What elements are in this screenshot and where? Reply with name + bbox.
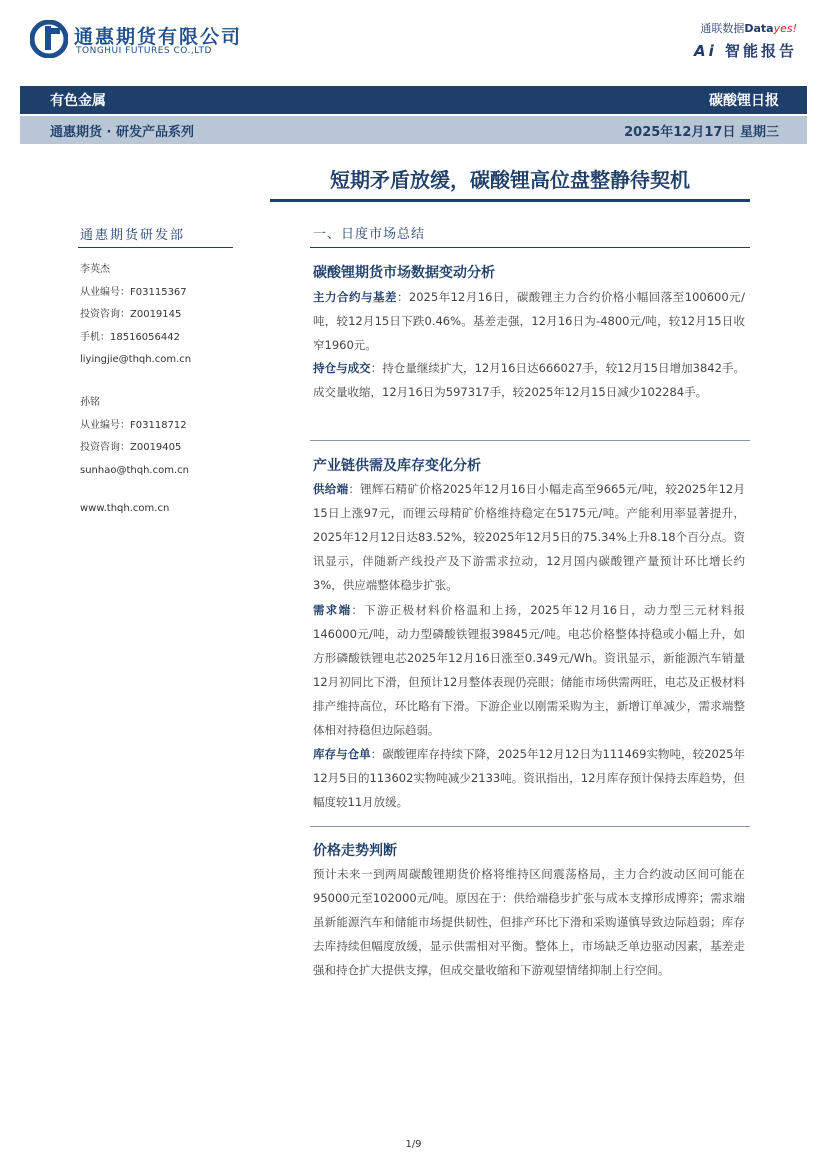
section-divider (310, 247, 750, 248)
heading-supply-demand: 产业链供需及库存变化分析 (313, 458, 481, 474)
category-bar (20, 86, 807, 114)
dept-divider (78, 247, 233, 248)
para-key: 供给端 (313, 482, 349, 496)
para-price-outlook: 预计未来一到两周碳酸锂期货价格将维持区间震荡格局，主力合约波动区间可能在95000元至102000元/吨。原因在于：供给端稳步扩张与成本支撑形成博弈；需求端虽新能源汽车和储能市场提供韧性，但排产环比下滑和采购谨慎导致边际趋弱；库存去库持续但幅度放缓，显示供需相对平衡。整体上，市场缺乏单边驱动因素，基差走强和持仓扩大提供支撑，但成交量收缩和下游观望情绪抑制上行空间。 (313, 867, 745, 977)
para-key: 需求端 (313, 603, 352, 617)
website-link[interactable]: www.thqh.com.cn (80, 503, 170, 514)
analyst-1-consult: 投资咨询：Z0019145 (80, 309, 182, 320)
para-text: ：持仓量继续扩大，12月16日达666027手，较12月15日增加3842手。成交量收缩，12月16日为597317手，较2025年12月15日减少102284手。 (313, 361, 746, 399)
para-demand (313, 598, 745, 742)
block-divider (310, 440, 750, 441)
analyst-2-email: sunhao@thqh.com.cn (80, 465, 189, 476)
datayes-logo (700, 20, 797, 36)
category-label: 有色金属 (50, 93, 106, 109)
datayes-prefix: 通联数据 (700, 22, 745, 35)
para-inventory (313, 742, 745, 814)
block-divider (310, 826, 750, 827)
para-text: ：锂辉石精矿价格2025年12月16日小幅走高至9665元/吨，较2025年12月15日上涨97元，而锂云母精矿价格维持稳定在5175元/吨。产能利用率显著提升，2025年12月12日达83.52%，较2025年12月5日的75.34%上升8.18个百分点。资讯显示，伴随新产线投产及下游需求拉动，12月国内碳酸锂产量预计环比增长约3%，供应端整体稳步扩张。 (313, 482, 746, 592)
ai-mark: Ai (693, 42, 717, 60)
analyst-1-phone: 手机：18516056442 (80, 332, 180, 343)
brand-name-en: TONGHUI FUTURES CO.,LTD (76, 46, 212, 56)
datayes-yes: yes! (773, 22, 797, 35)
para-contract-basis (313, 285, 745, 357)
ai-report-text: 智能报告 (724, 42, 797, 60)
analyst-1-email: liyingjie@thqh.com.cn (80, 354, 192, 365)
page-number: 1/9 (405, 1139, 422, 1150)
datayes-data: Data (744, 22, 774, 35)
ai-report-logo (694, 40, 797, 61)
title-divider (270, 199, 750, 202)
para-key: 持仓与成交 (313, 361, 371, 375)
series-label: 通惠期货 · 研发产品系列 (50, 125, 194, 140)
para-position-volume (313, 356, 745, 404)
analyst-2-license: 从业编号：F03118712 (80, 420, 187, 431)
series-bar (20, 116, 807, 144)
heading-price-outlook: 价格走势判断 (313, 843, 397, 859)
para-supply (313, 477, 745, 597)
company-logo-icon (30, 20, 68, 58)
analyst-1-license: 从业编号：F03115367 (80, 287, 187, 298)
report-date: 2025年12月17日 星期三 (624, 125, 779, 140)
para-text: ：下游正极材料价格温和上扬，2025年12月16日，动力型三元材料报146000元/吨，动力型磷酸铁锂报39845元/吨。电芯价格整体持稳或小幅上升，如方形磷酸铁锂电芯2025年12月16日涨至0.349元/Wh。资讯显示，新能源汽车销量12月初同比下滑，但预计12月整体表现仍亮眼；储能市场供需两旺，电芯及正极材料排产维持高位，环比略有下滑。下游企业以刚需采购为主，新增订单减少，需求端整体相对持稳但边际趋弱。 (313, 603, 746, 737)
analyst-1-name: 李英杰 (80, 264, 110, 275)
report-title: 短期矛盾放缓，碳酸锂高位盘整静待契机 (330, 168, 690, 192)
report-type-label: 碳酸锂日报 (709, 93, 779, 109)
section-heading: 一、日度市场总结 (313, 227, 426, 242)
heading-futures-data: 碳酸锂期货市场数据变动分析 (313, 265, 495, 281)
analyst-2-consult: 投资咨询：Z0019405 (80, 442, 182, 453)
brand-name-cn: 通惠期货有限公司 (74, 26, 243, 48)
para-key: 库存与仓单 (313, 747, 371, 761)
para-text: ：2025年12月16日，碳酸锂主力合约价格小幅回落至100600元/吨，较12月15日下跌0.46%。基差走强，12月16日为-4800元/吨，较12月15日收窄1960元。 (313, 290, 746, 352)
para-key: 主力合约与基差 (313, 290, 397, 304)
dept-name: 通惠期货研发部 (80, 228, 186, 243)
analyst-2-name: 孙铭 (80, 397, 100, 408)
para-text: ：碳酸锂库存持续下降，2025年12月12日为111469实物吨，较2025年12月5日的113602实物吨减少2133吨。资讯指出，12月库存预计保持去库趋势，但幅度较11月放缓。 (313, 747, 745, 809)
